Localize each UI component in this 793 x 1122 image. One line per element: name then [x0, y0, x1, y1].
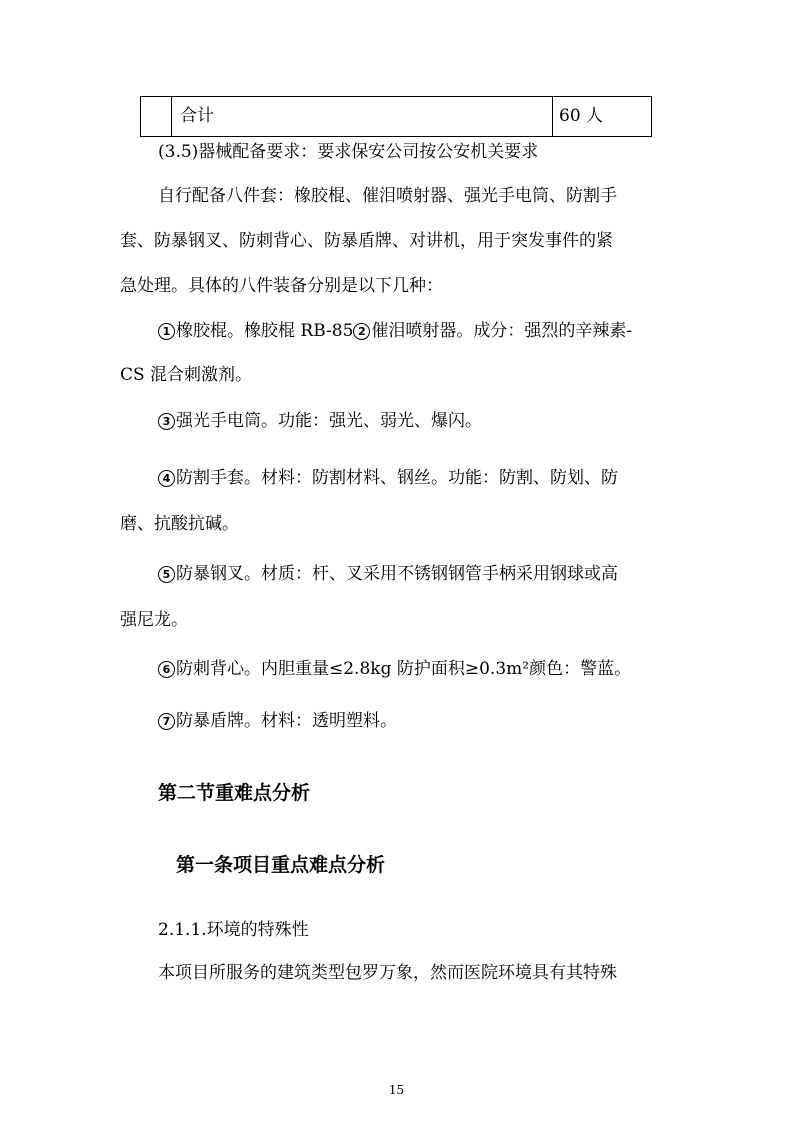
circled-number-icon: 4: [158, 470, 175, 487]
staff-total-table: [140, 96, 652, 137]
list-item-text: 防割手套。材料：防割材料、钢丝。功能：防割、防划、防: [176, 468, 618, 488]
circled-number-icon: 6: [158, 661, 175, 678]
paragraph-line: 套、防暴钢叉、防刺背心、防暴盾牌、对讲机，用于突发事件的紧: [120, 231, 613, 251]
list-item-text: 防刺背心。内胆重量≤2.8kg 防护面积≥0.3m²颜色：警蓝。: [176, 659, 632, 679]
list-item: [158, 410, 482, 432]
list-item-text: 防暴盾牌。材料：透明塑料。: [176, 711, 397, 731]
paragraph-line: 自行配备八件套：橡胶棍、催泪喷射器、强光手电筒、防割手: [158, 186, 617, 206]
list-item-text: 强光手电筒。功能：强光、弱光、爆闪。: [176, 411, 482, 431]
table-cell-value: 60 人: [553, 97, 652, 137]
list-item: [158, 320, 632, 342]
table-row: [141, 97, 652, 137]
equipment-requirement-heading: (3.5)器械配备要求：要求保安公司按公安机关要求: [158, 142, 539, 162]
table-cell-label: 合计: [172, 97, 553, 137]
subsection-heading: 第一条项目重点难点分析: [176, 854, 386, 876]
table-cell-empty: [141, 97, 172, 137]
circled-number-icon: 3: [158, 413, 175, 430]
list-item-text: 橡胶棍。橡胶棍 RB-85: [176, 321, 354, 341]
list-item: [158, 710, 397, 732]
list-item-text: 防暴钢叉。材质：杆、叉采用不锈钢钢管手柄采用钢球或高: [176, 564, 618, 584]
list-item: [158, 658, 631, 680]
circled-number-icon: 1: [158, 323, 175, 340]
list-item-continuation: 磨、抗酸抗碱。: [120, 514, 239, 534]
subsection-title: 2.1.1.环境的特殊性: [158, 920, 309, 940]
page-number: 15: [388, 1083, 405, 1097]
section-heading: 第二节重难点分析: [158, 782, 311, 804]
circled-number-icon: 5: [158, 566, 175, 583]
list-item-text: 催泪喷射器。成分：强烈的辛辣素-: [371, 321, 633, 341]
list-item: [158, 467, 618, 489]
list-item: [158, 563, 618, 585]
list-item-continuation: 强尼龙。: [120, 610, 188, 630]
circled-number-icon: 2: [353, 323, 370, 340]
circled-number-icon: 7: [158, 713, 175, 730]
paragraph-line: 急处理。具体的八件装备分别是以下几种：: [120, 276, 443, 296]
list-item-continuation: CS 混合刺激剂。: [120, 365, 253, 385]
paragraph-line: 本项目所服务的建筑类型包罗万象，然而医院环境具有其特殊: [158, 963, 617, 983]
